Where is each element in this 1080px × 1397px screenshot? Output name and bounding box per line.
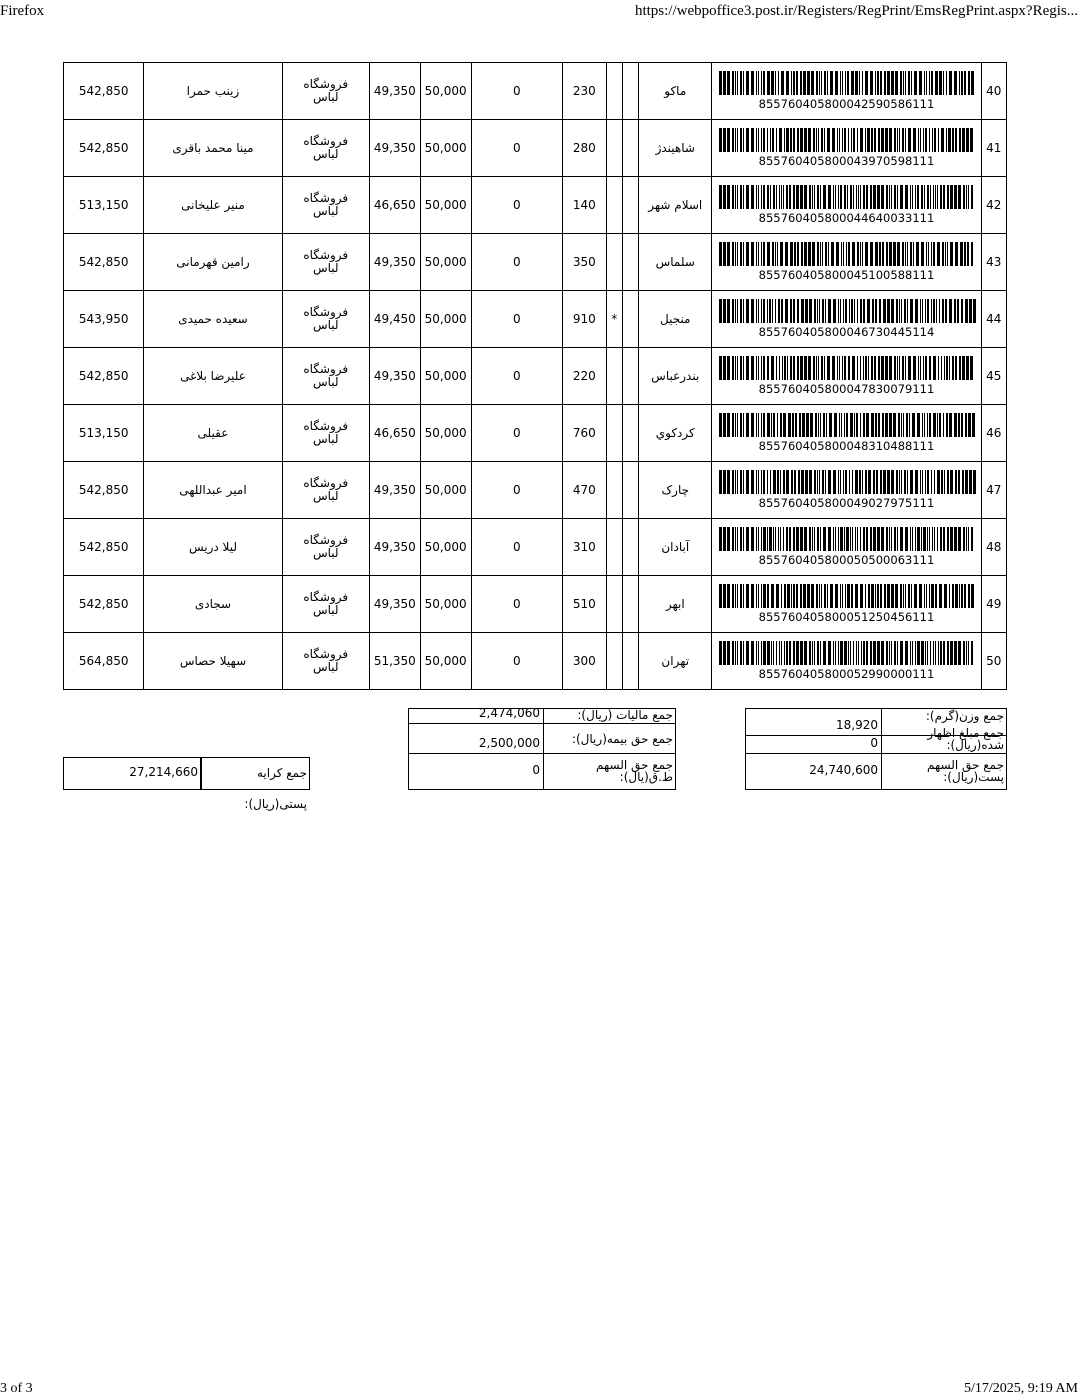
total-amount: 564,850 <box>64 633 144 690</box>
sender-name: فروشگاه لباس <box>282 120 369 177</box>
barcode-number: 855760405800049027975111 <box>758 496 935 510</box>
sender-name: فروشگاه لباس <box>282 291 369 348</box>
table-row <box>64 234 1007 291</box>
total-weight-value: 18,920 <box>746 709 882 735</box>
total-amount: 542,850 <box>64 120 144 177</box>
declared-value: 0 <box>471 633 562 690</box>
row-number: 42 <box>981 177 1006 234</box>
destination-city: چارک <box>639 462 712 519</box>
row-number: 49 <box>981 576 1006 633</box>
barcode-icon <box>719 584 974 608</box>
priority-mark <box>606 462 622 519</box>
total-fare-label: جمع کرایه پستی(ریال): <box>200 758 309 789</box>
declared-value: 0 <box>471 462 562 519</box>
total-amount: 542,850 <box>64 234 144 291</box>
barcode-number: 855760405800050500063111 <box>758 553 935 567</box>
barcode-number: 855760405800052990000111 <box>758 667 935 681</box>
receiver-name: زینب حمرا <box>144 63 282 120</box>
table-row <box>64 462 1007 519</box>
tax-amount: 49,350 <box>369 576 420 633</box>
summary-middle-box <box>408 708 676 790</box>
priority-mark: * <box>606 291 622 348</box>
insurance-fee: 50,000 <box>420 405 471 462</box>
weight-grams: 470 <box>562 462 606 519</box>
sender-name: فروشگاه لباس <box>282 462 369 519</box>
tax-amount: 49,350 <box>369 234 420 291</box>
total-amount: 542,850 <box>64 519 144 576</box>
receiver-name: سجادی <box>144 576 282 633</box>
table-row <box>64 177 1007 234</box>
weight-grams: 230 <box>562 63 606 120</box>
barcode-icon <box>719 299 974 323</box>
barcode-number: 855760405800044640033111 <box>758 211 935 225</box>
barcode-icon <box>719 470 974 494</box>
barcode-number: 855760405800043970598111 <box>758 154 935 168</box>
priority-mark <box>606 633 622 690</box>
sender-name: فروشگاه لباس <box>282 576 369 633</box>
receiver-name: سعیده حمیدی <box>144 291 282 348</box>
insurance-fee: 50,000 <box>420 519 471 576</box>
weight-grams: 510 <box>562 576 606 633</box>
sender-name: فروشگاه لباس <box>282 63 369 120</box>
insurance-fee: 50,000 <box>420 291 471 348</box>
barcode-number: 855760405800046730445114 <box>758 325 935 339</box>
total-fare-value: 27,214,660 <box>64 758 202 789</box>
empty-cell <box>622 405 638 462</box>
barcode-icon <box>719 185 974 209</box>
insurance-fee: 50,000 <box>420 633 471 690</box>
receiver-name: عقیلی <box>144 405 282 462</box>
registry-table <box>63 62 1007 690</box>
total-amount: 543,950 <box>64 291 144 348</box>
declared-value: 0 <box>471 405 562 462</box>
destination-city: ماکو <box>639 63 712 120</box>
total-insurance-label: جمع حق بیمه(ریال): <box>571 732 673 746</box>
tax-amount: 46,650 <box>369 177 420 234</box>
barcode-number: 855760405800048310488111 <box>758 439 935 453</box>
receiver-name: علیرضا بلاغی <box>144 348 282 405</box>
tax-amount: 49,350 <box>369 63 420 120</box>
sender-name: فروشگاه لباس <box>282 234 369 291</box>
tax-amount: 49,350 <box>369 462 420 519</box>
table-row <box>64 120 1007 177</box>
priority-mark <box>606 177 622 234</box>
row-number: 41 <box>981 120 1006 177</box>
priority-mark <box>606 234 622 291</box>
total-tax-label: جمع مالیات (ریال): <box>577 708 673 722</box>
sender-name: فروشگاه لباس <box>282 177 369 234</box>
weight-grams: 910 <box>562 291 606 348</box>
barcode-icon <box>719 128 974 152</box>
receiver-name: امیر عبداللهی <box>144 462 282 519</box>
destination-city: منجیل <box>639 291 712 348</box>
weight-grams: 220 <box>562 348 606 405</box>
priority-mark <box>606 63 622 120</box>
barcode-icon <box>719 356 974 380</box>
declared-value: 0 <box>471 348 562 405</box>
empty-cell <box>622 177 638 234</box>
total-post-share-label: جمع حق السهم پست(ریال): <box>926 758 1004 784</box>
priority-mark <box>606 348 622 405</box>
weight-grams: 350 <box>562 234 606 291</box>
total-amount: 542,850 <box>64 462 144 519</box>
total-tax-value: 2,474,060 <box>409 709 544 723</box>
total-amount: 542,850 <box>64 576 144 633</box>
total-share2-label: جمع حق السهم ط.ق(یال): <box>595 758 673 784</box>
barcode-icon <box>719 527 974 551</box>
barcode-cell <box>712 405 981 462</box>
destination-city: كردكوي <box>639 405 712 462</box>
declared-value: 0 <box>471 576 562 633</box>
barcode-number: 855760405800045100588111 <box>758 268 935 282</box>
table-row <box>64 576 1007 633</box>
declared-value: 0 <box>471 120 562 177</box>
row-number: 44 <box>981 291 1006 348</box>
insurance-fee: 50,000 <box>420 348 471 405</box>
receiver-name: رامین قهرمانی <box>144 234 282 291</box>
tax-amount: 49,450 <box>369 291 420 348</box>
tax-amount: 49,350 <box>369 120 420 177</box>
weight-grams: 140 <box>562 177 606 234</box>
declared-value: 0 <box>471 291 562 348</box>
total-amount: 513,150 <box>64 405 144 462</box>
insurance-fee: 50,000 <box>420 63 471 120</box>
weight-grams: 300 <box>562 633 606 690</box>
weight-grams: 760 <box>562 405 606 462</box>
table-row <box>64 519 1007 576</box>
barcode-cell <box>712 291 981 348</box>
row-number: 46 <box>981 405 1006 462</box>
sender-name: فروشگاه لباس <box>282 633 369 690</box>
row-number: 50 <box>981 633 1006 690</box>
destination-city: اسلام شهر <box>639 177 712 234</box>
barcode-cell <box>712 63 981 120</box>
total-post-share-value: 24,740,600 <box>746 753 882 790</box>
destination-city: آبادان <box>639 519 712 576</box>
weight-grams: 280 <box>562 120 606 177</box>
barcode-number: 855760405800051250456111 <box>758 610 935 624</box>
priority-mark <box>606 120 622 177</box>
row-number: 48 <box>981 519 1006 576</box>
insurance-fee: 50,000 <box>420 177 471 234</box>
destination-city: تهران <box>639 633 712 690</box>
insurance-fee: 50,000 <box>420 120 471 177</box>
table-row <box>64 291 1007 348</box>
tax-amount: 51,350 <box>369 633 420 690</box>
total-declared-value: 0 <box>746 723 882 753</box>
table-row <box>64 348 1007 405</box>
total-amount: 542,850 <box>64 348 144 405</box>
priority-mark <box>606 519 622 576</box>
sender-name: فروشگاه لباس <box>282 405 369 462</box>
table-row <box>64 63 1007 120</box>
tax-amount: 49,350 <box>369 348 420 405</box>
row-number: 45 <box>981 348 1006 405</box>
destination-city: بندرعباس <box>639 348 712 405</box>
barcode-cell <box>712 519 981 576</box>
insurance-fee: 50,000 <box>420 576 471 633</box>
declared-value: 0 <box>471 63 562 120</box>
barcode-icon <box>719 242 974 266</box>
empty-cell <box>622 63 638 120</box>
barcode-cell <box>712 234 981 291</box>
receiver-name: لیلا دریس <box>144 519 282 576</box>
empty-cell <box>622 348 638 405</box>
total-share2-value: 0 <box>409 753 544 790</box>
declared-value: 0 <box>471 234 562 291</box>
destination-city: سلماس <box>639 234 712 291</box>
insurance-fee: 50,000 <box>420 462 471 519</box>
empty-cell <box>622 120 638 177</box>
priority-mark <box>606 576 622 633</box>
summary-left-box <box>745 708 1007 790</box>
page-url: https://webpoffice3.post.ir/Registers/RegPrint/EmsRegPrint.aspx?Regis... <box>634 3 1078 19</box>
barcode-cell <box>712 348 981 405</box>
destination-city: ابهر <box>639 576 712 633</box>
barcode-icon <box>719 641 974 665</box>
total-amount: 542,850 <box>64 63 144 120</box>
receiver-name: سهیلا حصاس <box>144 633 282 690</box>
barcode-icon <box>719 413 974 437</box>
barcode-cell <box>712 462 981 519</box>
barcode-icon <box>719 71 974 95</box>
barcode-cell <box>712 120 981 177</box>
browser-name: Firefox <box>0 3 45 19</box>
sender-name: فروشگاه لباس <box>282 519 369 576</box>
tax-amount: 46,650 <box>369 405 420 462</box>
total-amount: 513,150 <box>64 177 144 234</box>
weight-grams: 310 <box>562 519 606 576</box>
empty-cell <box>622 519 638 576</box>
barcode-number: 855760405800042590586111 <box>758 97 935 111</box>
receiver-name: منیر علیخانی <box>144 177 282 234</box>
destination-city: شاهیندژ <box>639 120 712 177</box>
declared-value: 0 <box>471 177 562 234</box>
empty-cell <box>622 633 638 690</box>
barcode-cell <box>712 177 981 234</box>
row-number: 47 <box>981 462 1006 519</box>
barcode-cell <box>712 576 981 633</box>
empty-cell <box>622 576 638 633</box>
table-row <box>64 405 1007 462</box>
barcode-number: 855760405800047830079111 <box>758 382 935 396</box>
empty-cell <box>622 234 638 291</box>
insurance-fee: 50,000 <box>420 234 471 291</box>
declared-value: 0 <box>471 519 562 576</box>
page-number: 3 of 3 <box>0 1381 33 1396</box>
empty-cell <box>622 462 638 519</box>
receiver-name: مینا محمد باقری <box>144 120 282 177</box>
priority-mark <box>606 405 622 462</box>
total-insurance-value: 2,500,000 <box>409 723 544 753</box>
sender-name: فروشگاه لباس <box>282 348 369 405</box>
table-row <box>64 633 1007 690</box>
barcode-cell <box>712 633 981 690</box>
row-number: 40 <box>981 63 1006 120</box>
summary-fare-box <box>63 757 310 811</box>
print-datetime: 5/17/2025, 9:19 AM <box>964 1381 1078 1396</box>
total-declared-label: جمع مبلغ اظهار شده(ریال): <box>927 726 1004 752</box>
row-number: 43 <box>981 234 1006 291</box>
tax-amount: 49,350 <box>369 519 420 576</box>
empty-cell <box>622 291 638 348</box>
total-weight-label: جمع وزن(گرم): <box>925 709 1004 723</box>
